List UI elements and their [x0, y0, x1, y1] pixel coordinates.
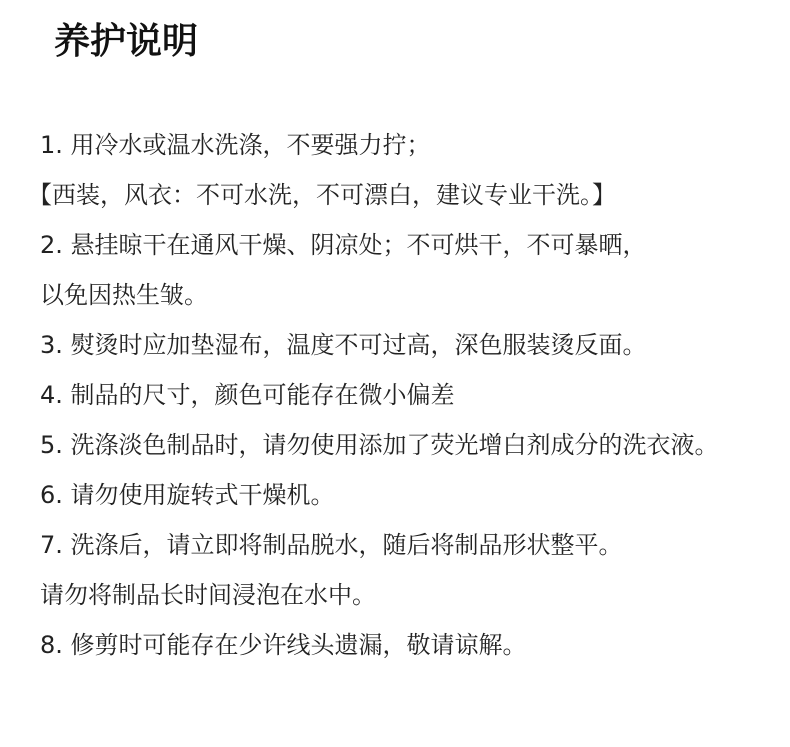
instruction-line-4: 4. 制品的尺寸，颜色可能存在微小偏差	[40, 381, 455, 409]
instruction-line-1: 1. 用冷水或温水洗涤，不要强力拧；	[40, 131, 431, 159]
instruction-line-8: 8. 修剪时可能存在少许线头遗漏，敬请谅解。	[40, 631, 527, 659]
instruction-line-2-continued: 以免因热生皱。	[40, 281, 208, 309]
instruction-line-6: 6. 请勿使用旋转式干燥机。	[40, 481, 335, 509]
instruction-line-7-continued: 请勿将制品长时间浸泡在水中。	[40, 581, 376, 609]
instruction-line-3: 3. 熨烫时应加垫湿布，温度不可过高，深色服装烫反面。	[40, 331, 647, 359]
instruction-note-suits: 【西装，风衣：不可水洗，不可漂白，建议专业干洗。】	[28, 181, 616, 209]
instruction-line-2: 2. 悬挂晾干在通风干燥、阴凉处；不可烘干，不可暴晒，	[40, 231, 647, 259]
care-instructions-list	[28, 120, 780, 670]
instruction-line-5: 5. 洗涤淡色制品时，请勿使用添加了荧光增白剂成分的洗衣液。	[40, 431, 719, 459]
page-title: 养护说明	[54, 21, 199, 62]
instruction-line-7: 7. 洗涤后，请立即将制品脱水，随后将制品形状整平。	[40, 531, 623, 559]
